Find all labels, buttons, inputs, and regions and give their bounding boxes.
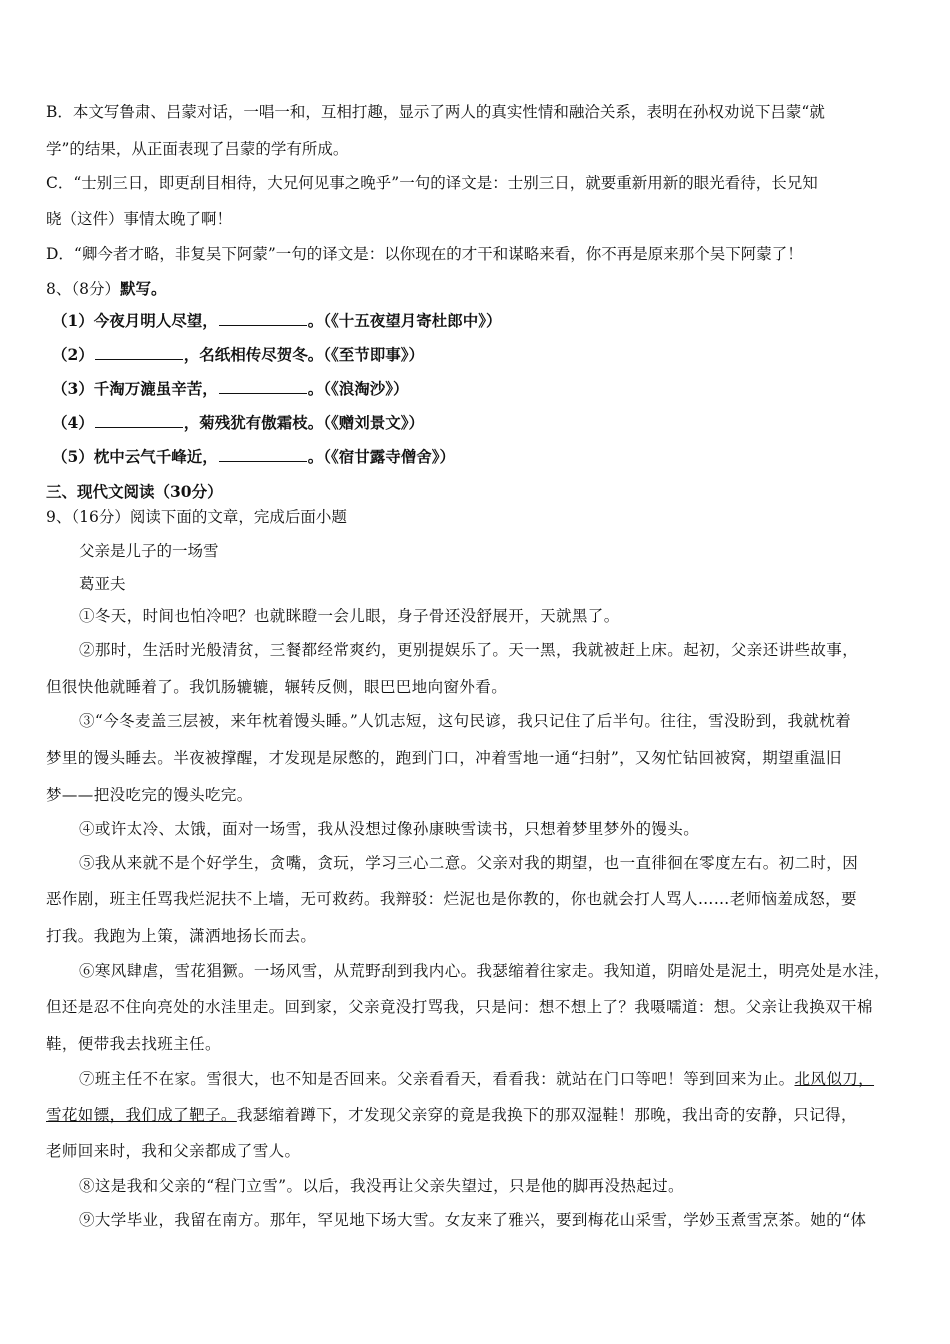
paragraph-2-line2: 但很快他就睡着了。我饥肠辘辘，辗转反侧，眼巴巴地向窗外看。 [46, 678, 508, 696]
paragraph-3-line3: 梦——把没吃完的馒头吃完。 [46, 786, 253, 804]
answer-blank[interactable] [95, 413, 183, 428]
answer-blank[interactable] [95, 345, 183, 360]
paragraph-6-line1: ⑥寒风肆虐，雪花猖獗。一场风雪，从荒野刮到我内心。我瑟缩着往家走。我知道，阴暗处是泥土，明亮处是水洼， [79, 962, 890, 980]
paragraph-3-line1: ③“今冬麦盖三层被，来年枕着馒头睡。”人饥志短，这句民谚，我只记住了后半句。往往，雪没盼到，我就枕着 [79, 712, 852, 730]
option-d-line1: D．“卿今者才略，非复吴下阿蒙”一句的译文是：以你现在的才干和谋略来看，你不再是原来那个吴下阿蒙了！ [46, 245, 803, 263]
question-8-header: 8、（8分）默写。 [46, 279, 167, 298]
paragraph-7-line1: ⑦班主任不在家。雪很大，也不知是否回来。父亲看看天，看看我：就站在门口等吧！等到回来为止。北风似刀， [79, 1070, 875, 1088]
paragraph-6-line2: 但还是忍不住向亮处的水洼里走。回到家，父亲竟没打骂我，只是问：想不想上了？我嗫嚅道：想。父亲让我换双干棉 [46, 998, 873, 1016]
paragraph-5-line1: ⑤我从来就不是个好学生，贪嘴，贪玩，学习三心二意。父亲对我的期望，也一直徘徊在零度左右。初二时，因 [79, 854, 859, 872]
paragraph-7-line2: 雪花如镖，我们成了靶子。我瑟缩着蹲下，才发现父亲穿的竟是我换下的那双湿鞋！那晚，我出奇的安静，只记得， [46, 1106, 857, 1124]
option-c-line2: 晓（这件）事情太晚了啊！ [46, 210, 233, 228]
option-c-line1: C．“士别三日，即更刮目相待，大兄何见事之晚乎”一句的译文是：士别三日，就要重新用新的眼光看待，长兄知 [46, 174, 818, 192]
recitation-item-4: （4） ，菊残犹有傲霜枝。（《赠刘景文》） [52, 413, 425, 432]
paragraph-7-line3: 老师回来时，我和父亲都成了雪人。 [46, 1142, 301, 1160]
recitation-item-5: （5）枕中云气千峰近， 。（《宿甘露寺僧舍》） [52, 447, 456, 466]
paragraph-3-line2: 梦里的馒头睡去。半夜被撑醒，才发现是尿憋的，跑到门口，冲着雪地一通“扫射”，又匆忙钻回被窝，期望重温旧 [46, 749, 842, 767]
article-author: 葛亚夫 [79, 575, 126, 593]
recitation-item-2: （2） ，名纸相传尽贺冬。（《至节即事》） [52, 345, 425, 364]
answer-blank[interactable] [219, 379, 307, 394]
option-b-line1: B．本文写鲁肃、吕蒙对话，一唱一和，互相打趣，显示了两人的真实性情和融洽关系，表明在孙权劝说下吕蒙“就 [46, 103, 825, 121]
paragraph-1: ①冬天，时间也怕冷吧？也就眯瞪一会儿眼，身子骨还没舒展开，天就黑了。 [79, 607, 620, 625]
article-title: 父亲是儿子的一场雪 [79, 542, 219, 560]
recitation-item-3: （3）千淘万漉虽辛苦， 。（《浪淘沙》） [52, 379, 409, 398]
paragraph-6-line3: 鞋，便带我去找班主任。 [46, 1035, 221, 1053]
answer-blank[interactable] [219, 447, 307, 462]
paragraph-8: ⑧这是我和父亲的“程门立雪”。以后，我没再让父亲失望过，只是他的脚再没热起过。 [79, 1177, 684, 1195]
underlined-phrase: 北风似刀， [794, 1070, 875, 1088]
answer-blank[interactable] [219, 311, 307, 326]
question-9-header: 9、（16分）阅读下面的文章，完成后面小题 [46, 508, 347, 526]
section-3-title: 三、现代文阅读（30分） [46, 482, 223, 501]
underlined-phrase: 雪花如镖，我们成了靶子。 [46, 1106, 237, 1124]
paragraph-9-line1: ⑨大学毕业，我留在南方。那年，罕见地下场大雪。女友来了雅兴，要到梅花山采雪，学妙玉煮雪烹茶。她的“体 [79, 1211, 867, 1229]
paragraph-5-line3: 打我。我跑为上策，潇洒地扬长而去。 [46, 927, 317, 945]
paragraph-2-line1: ②那时，生活时光般清贫，三餐都经常爽约，更别提娱乐了。天一黑，我就被赶上床。起初，父亲还讲些故事， [79, 641, 859, 659]
option-b-line2: 学”的结果，从正面表现了吕蒙的学有所成。 [46, 140, 349, 158]
paragraph-4: ④或许太冷、太饿，面对一场雪，我从没想过像孙康映雪读书，只想着梦里梦外的馒头。 [79, 820, 700, 838]
paragraph-5-line2: 恶作剧，班主任骂我烂泥扶不上墙，无可救药。我辩驳：烂泥也是你教的，你也就会打人骂人……老师恼羞成怒，要 [46, 890, 857, 908]
recitation-item-1: （1）今夜月明人尽望， 。（《十五夜望月寄杜郎中》） [52, 311, 502, 330]
